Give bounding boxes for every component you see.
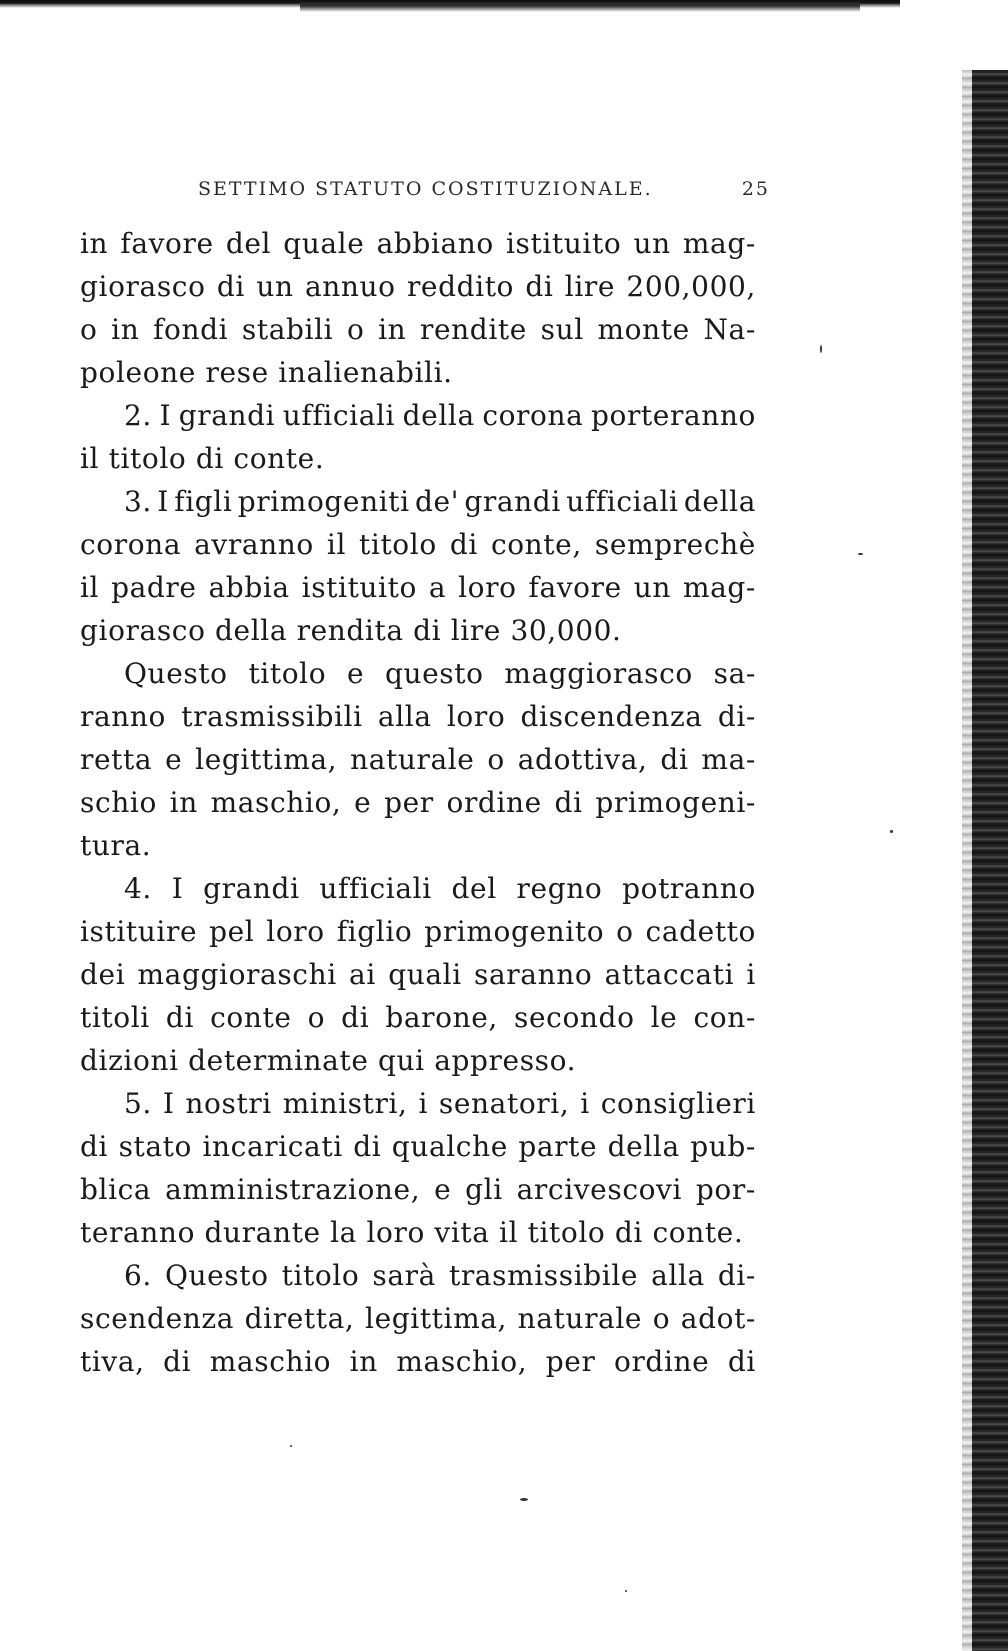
scan-top-edge-shadow <box>300 2 860 12</box>
text-line: tura. <box>80 829 152 862</box>
body-text <box>80 222 756 1383</box>
text-line: titoli di conte o di barone, secondo le con- <box>80 1001 756 1034</box>
page-number: 25 <box>741 178 770 200</box>
running-head-title: SETTIMO STATUTO COSTITUZIONALE. <box>198 178 653 200</box>
scan-speck <box>625 1590 627 1592</box>
text-line: dizioni determinate qui appresso. <box>80 1044 577 1077</box>
scan-speck <box>820 345 822 353</box>
text-line: 4. I grandi ufficiali del regno potranno <box>124 872 756 905</box>
scan-speck <box>890 830 893 833</box>
text-line: retta e legittima, naturale o adottiva, di ma- <box>80 743 756 776</box>
text-line: il padre abbia istituito a loro favore un mag- <box>80 571 756 604</box>
text-line: corona avranno il titolo di conte, semprechè <box>80 528 756 561</box>
text-line: teranno durante la loro vita il titolo di conte. <box>80 1216 744 1249</box>
text-line: Questo titolo e questo maggiorasco sa- <box>124 657 756 690</box>
text-line: poleone rese inalienabili. <box>80 356 453 389</box>
text-line: tiva, di maschio in maschio, per ordine di <box>80 1345 756 1378</box>
text-line: scendenza diretta, legittima, naturale o adot- <box>80 1302 756 1335</box>
scan-speck <box>520 1498 528 1501</box>
text-line: di stato incaricati di qualche parte della pub- <box>80 1130 756 1163</box>
text-line: 6. Questo titolo sarà trasmissibile alla di- <box>124 1259 756 1292</box>
scan-speck <box>290 1445 292 1447</box>
binding-edge <box>972 70 1008 1651</box>
text-line: istituire pel loro figlio primogenito o cadetto <box>80 915 756 948</box>
text-line: giorasco della rendita di lire 30,000. <box>80 614 622 647</box>
text-line: in favore del quale abbiano istituito un mag- <box>80 227 756 260</box>
text-line: dei maggioraschi ai quali saranno attaccati i <box>80 958 756 991</box>
text-line: giorasco di un annuo reddito di lire 200,000, <box>80 270 756 303</box>
binding-edge-shadow <box>962 70 972 1651</box>
text-line: il titolo di conte. <box>80 442 325 475</box>
text-line: 3. I figli primogeniti de' grandi ufficiali della <box>124 485 756 518</box>
text-line: 5. I nostri ministri, i senatori, i consiglieri <box>124 1087 756 1120</box>
running-header <box>198 178 770 200</box>
text-line: schio in maschio, e per ordine di primogeni- <box>80 786 756 819</box>
text-line: 2. I grandi ufficiali della corona porteranno <box>124 399 756 432</box>
text-line: ranno trasmissibili alla loro discendenza di- <box>80 700 756 733</box>
text-line: blica amministrazione, e gli arcivescovi por- <box>80 1173 756 1206</box>
scan-speck <box>858 553 863 555</box>
text-line: o in fondi stabili o in rendite sul monte Na- <box>80 313 756 346</box>
